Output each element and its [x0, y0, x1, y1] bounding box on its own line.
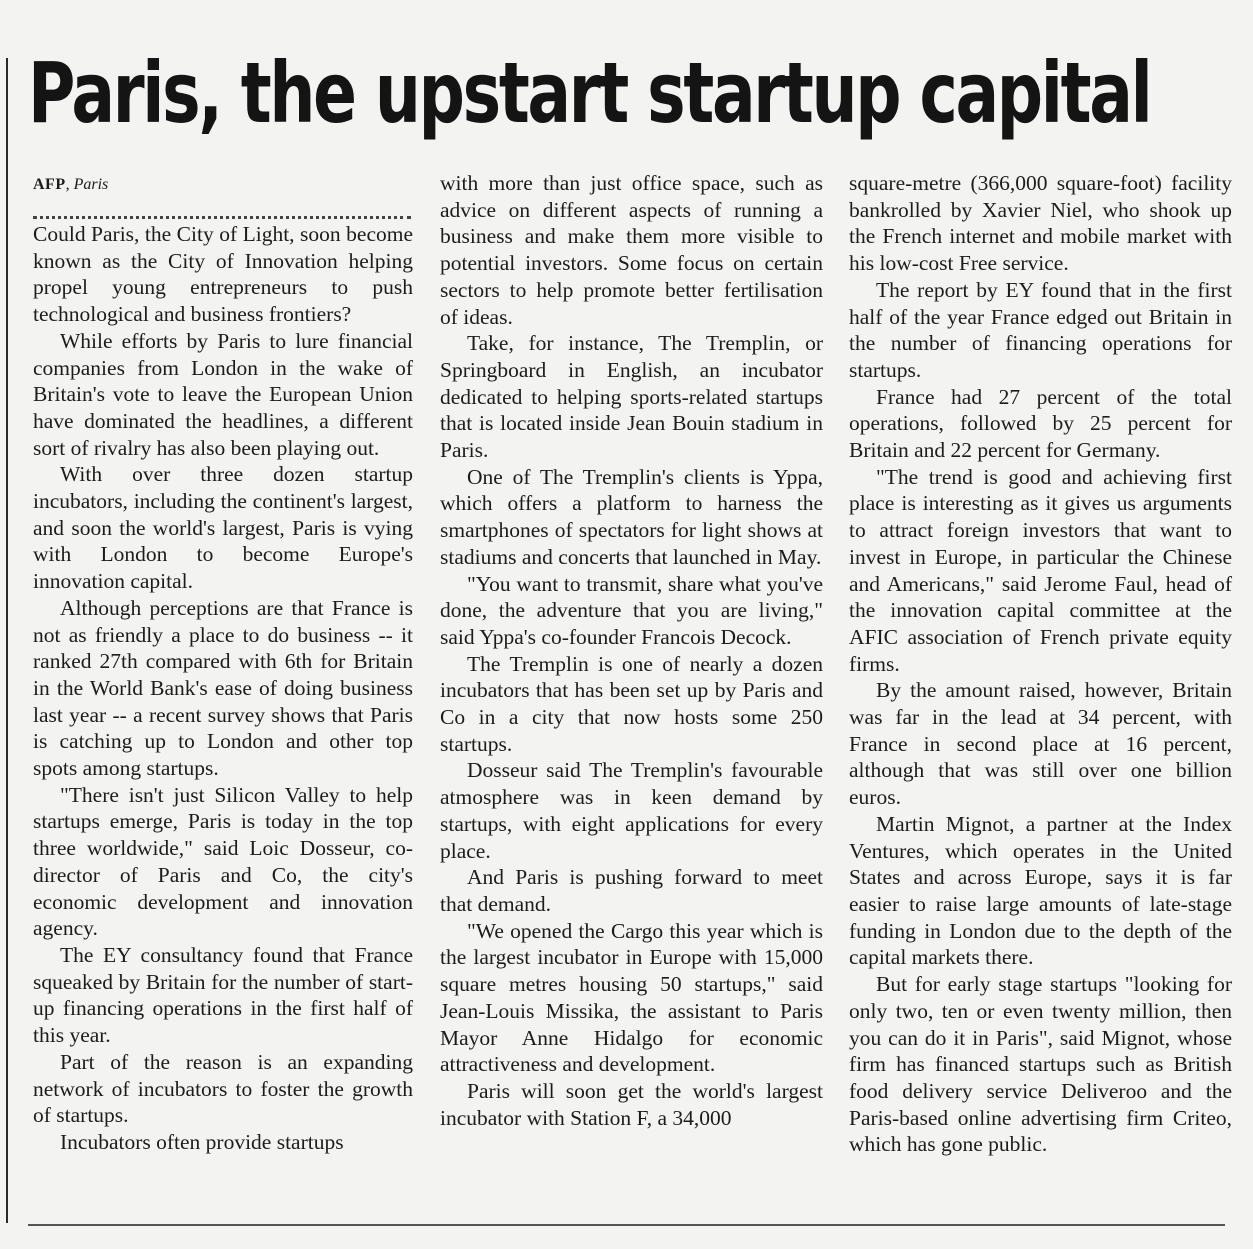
paragraph: But for early stage startups "looking for only two, ten or even twenty million, then you can do it in Paris", said Mignot, whose firm has financed startups such as British food delivery service Deliveroo and the Paris-based online advertising firm Criteo, which has gone public. [849, 972, 1232, 1157]
paragraph: "There isn't just Silicon Valley to help startups emerge, Paris is today in the top three worldwide," said Loic Dosseur, co-director of Paris and Co, the city's economic development and innovation agency. [33, 782, 413, 941]
byline-separator: , [65, 176, 70, 193]
left-column-rule [6, 58, 8, 1223]
paragraph: Take, for instance, The Tremplin, or Springboard in English, an incubator dedicated to helping sports-related startups that is located inside Jean Bouin stadium in Paris. [440, 331, 823, 463]
paragraph-continuation: with more than just office space, such as advice on different aspects of running a business and make them more visible to potential investors. Some focus on certain sectors to help promote better fertilisation of ideas. [440, 171, 823, 329]
byline-location: Paris [73, 176, 109, 193]
paragraph: Martin Mignot, a partner at the Index Ventures, which operates in the United States and across Europe, says it is far easier to raise large amounts of late-stage funding in London due to the depth of the capital markets there. [849, 811, 1232, 970]
paragraph: "You want to transmit, share what you've done, the adventure that you are living," said Yppa's co-founder Francois Decock. [440, 571, 823, 649]
paragraph: And Paris is pushing forward to meet that demand. [440, 865, 823, 916]
paragraph: Although perceptions are that France is not as friendly a place to do business -- it ranked 27th compared with 6th for Britain in the World Bank's ease of doing business last year -- a recent survey shows that Paris is catching up to London and other top spots among startups. [33, 595, 413, 781]
paragraph-continued: Paris will soon get the world's largest incubator with Station F, a 34,000 [440, 1078, 823, 1130]
paragraph: One of The Tremplin's clients is Yppa, which offers a platform to harness the smartphones of spectators for light shows at stadiums and concerts that launched in May. [440, 464, 823, 569]
paragraph: The report by EY found that in the first half of the year France edged out Britain in the number of financing operations for startups. [849, 277, 1232, 382]
byline-source: AFP [33, 176, 66, 193]
byline [33, 170, 413, 200]
paragraph-continuation: square-metre (366,000 square-foot) facility bankrolled by Xavier Niel, who shook up the French internet and mobile market with his low-cost Free service. [849, 171, 1232, 276]
article-column-2 [440, 170, 823, 1131]
paragraph: "The trend is good and achieving first place is interesting as it gives us arguments to attract foreign investors that want to invest in Europe, in particular the Chinese and Americans," said Jerome Faul, head of the innovation capital committee at the AFIC association of French private equity firms. [849, 464, 1232, 676]
paragraph: While efforts by Paris to lure financial companies from London in the wake of Britain's vote to leave the European Union have dominated the headlines, a different sort of rivalry has also been playing out. [33, 328, 413, 460]
bottom-rule [28, 1224, 1225, 1226]
article-column-1 [33, 170, 413, 1156]
headline: Paris, the upstart startup capital [28, 44, 1151, 142]
dotted-divider [33, 200, 411, 219]
paragraph: France had 27 percent of the total operations, followed by 25 percent for Britain and 22 percent for Germany. [849, 384, 1232, 463]
paragraph: Part of the reason is an expanding network of incubators to foster the growth of startups. [33, 1049, 413, 1128]
paragraph: Could Paris, the City of Light, soon become known as the City of Innovation helping propel young entrepreneurs to push technological and business frontiers? [33, 222, 413, 327]
paragraph: By the amount raised, however, Britain was far in the lead at 34 percent, with France in second place at 16 percent, although that was still over one billion euros. [849, 678, 1232, 810]
paragraph: The Tremplin is one of nearly a dozen incubators that has been set up by Paris and Co in a city that now hosts some 250 startups. [440, 651, 823, 756]
paragraph: "We opened the Cargo this year which is the largest incubator in Europe with 15,000 square metres housing 50 startups," said Jean-Louis Missika, the assistant to Paris Mayor Anne Hidalgo for economic attractiveness and development. [440, 918, 823, 1077]
paragraph: With over three dozen startup incubators, including the continent's largest, and soon the world's largest, Paris is vying with London to become Europe's innovation capital. [33, 462, 413, 594]
paragraph: Dosseur said The Tremplin's favourable atmosphere was in keen demand by startups, with eight applications for every place. [440, 758, 823, 863]
paragraph: The EY consultancy found that France squeaked by Britain for the number of start-up financing operations in the first half of this year. [33, 942, 413, 1048]
paragraph-continued: Incubators often provide startups [60, 1129, 344, 1154]
article-column-3 [849, 170, 1232, 1158]
